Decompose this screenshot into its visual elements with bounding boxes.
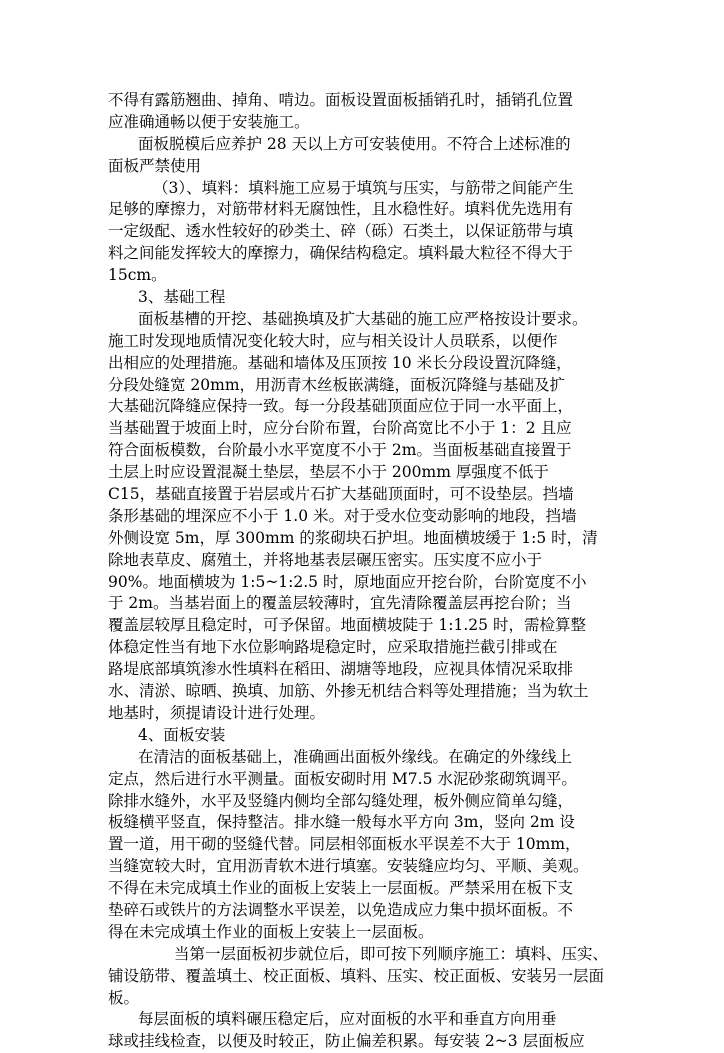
text-line: 15cm。: [108, 266, 167, 285]
text-line: 大基础沉降缝应保持一致。每一分段基础顶面应位于同一水平面上，: [108, 397, 574, 416]
text-line: 施工时发现地质情况变化较大时，应与相关设计人员联系，以便作: [108, 331, 558, 350]
text-line: 铺设筋带、覆盖填土、校正面板、填料、压实、校正面板、安装另一层面: [108, 966, 605, 985]
text-line: 地基时，须提请设计进行处理。: [108, 703, 326, 722]
text-line: 分段处缝宽 20mm，用沥青木丝板嵌满缝，面板沉降缝与基础及扩: [108, 375, 566, 394]
text-line: 应准确通畅以便于安装施工。: [108, 112, 310, 131]
section-heading: 3、基础工程: [138, 288, 226, 307]
text-line: 足够的摩擦力，对筋带材料无腐蚀性，且水稳性好。填料优先选用有: [108, 200, 574, 219]
text-line: 面板严禁使用: [108, 156, 202, 175]
text-line: 路堤底部填筑渗水性填料在稻田、湖塘等地段，应视具体情况采取排: [108, 660, 574, 679]
text-line: 当基础置于坡面上时，应分台阶布置，台阶高宽比不小于 1：2 且应: [108, 419, 572, 438]
text-line: （3）、填料：填料施工应易于填筑与压实，与筋带之间能产生: [153, 178, 574, 197]
text-line: 体稳定性当有地下水位影响路堤稳定时，应采取措施拦截引排或在: [108, 638, 558, 657]
text-line: 外侧设宽 5m，厚 300mm 的浆砌块石护坦。地面横坡缓于 1:5 时，清: [108, 528, 598, 547]
text-line: 每层面板的填料碾压稳定后，应对面板的水平和垂直方向用垂: [138, 1010, 557, 1029]
text-line: 垫碎石或铁片的方法调整水平误差，以免造成应力集中损坏面板。不: [108, 900, 574, 919]
text-line: 面板基槽的开挖、基础换填及扩大基础的施工应严格按设计要求。: [138, 309, 588, 328]
text-line: 在清洁的面板基础上，准确画出面板外缘线。在确定的外缘线上: [138, 747, 573, 766]
text-line: 不得有露筋翘曲、掉角、啃边。面板设置面板插销孔时，插销孔位置: [108, 91, 574, 109]
text-line: 料之间能发挥较大的摩擦力，确保结构稳定。填料最大粒径不得大于: [108, 244, 574, 263]
text-line: 置一道，用干砌的竖缝代替。同层相邻面板水平误差不大于 10mm，: [108, 835, 581, 854]
text-line: C15，基础直接置于岩层或片石扩大基础顶面时，可不设垫层。挡墙: [108, 485, 574, 504]
text-line: 板缝横平竖直，保持整洁。排水缝一般每水平方向 3m，竖向 2m 设: [108, 813, 575, 832]
text-line: 不得在未完成填土作业的面板上安装上一层面板。严禁采用在板下支: [108, 879, 574, 898]
text-line: 板。: [108, 988, 140, 1007]
text-line: 土层上时应设置混凝土垫层，垫层不小于 200mm 厚强度不低于: [108, 463, 549, 482]
text-line: 90%。地面横坡为 1:5~1:2.5 时，原地面应开挖台阶，台阶宽度不小: [108, 572, 587, 591]
text-line: 定点，然后进行水平测量。面板安砌时用 M7.5 水泥砂浆砌筑调平。: [108, 769, 577, 788]
text-line: 覆盖层较厚且稳定时，可予保留。地面横坡陡于 1:1.25 时，需检算整: [108, 616, 586, 635]
document-body: [108, 90, 618, 1053]
text-line: 条形基础的埋深应不小于 1.0 米。对于受水位变动影响的地段，挡墙: [108, 506, 577, 525]
section-heading: 4、面板安装: [138, 725, 226, 744]
text-line: 球或挂线检查，以便及时较正，防止偏差积累。每安装 2~3 层面板应: [108, 1032, 585, 1051]
text-line: 得在未完成填土作业的面板上安装上一层面板。: [108, 922, 434, 941]
text-line: 符合面板模数，台阶最小水平宽度不小于 2m。当面板基础直接置于: [108, 441, 572, 460]
text-line: 除地表草皮、腐殖土，并将地基表层碾压密实。压实度不应小于: [108, 550, 543, 569]
text-line: 当缝宽较大时，宜用沥青软木进行填塞。安装缝应均匀、平顺、美观。: [108, 857, 589, 876]
text-line: 当第一层面板初步就位后，即可按下列顺序施工：填料、压实、: [174, 944, 609, 963]
text-line: 面板脱模后应养护 28 天以上方可安装使用。不符合上述标准的: [138, 134, 571, 153]
text-line: 于 2m。当基岩面上的覆盖层较薄时，宜先清除覆盖层再挖台阶；当: [108, 594, 572, 613]
text-line: 除排水缝外，水平及竖缝内侧均全部勾缝处理，板外侧应简单勾缝，: [108, 791, 574, 810]
text-line: 水、清淤、晾晒、换填、加筋、外掺无机结合料等处理措施；当为软土: [108, 682, 589, 701]
text-line: 一定级配、透水性较好的砂类土、碎（砾）石类土，以保证筋带与填: [108, 222, 574, 241]
text-line: 出相应的处理措施。基础和墙体及压顶按 10 米长分段设置沉降缝，: [108, 353, 572, 372]
